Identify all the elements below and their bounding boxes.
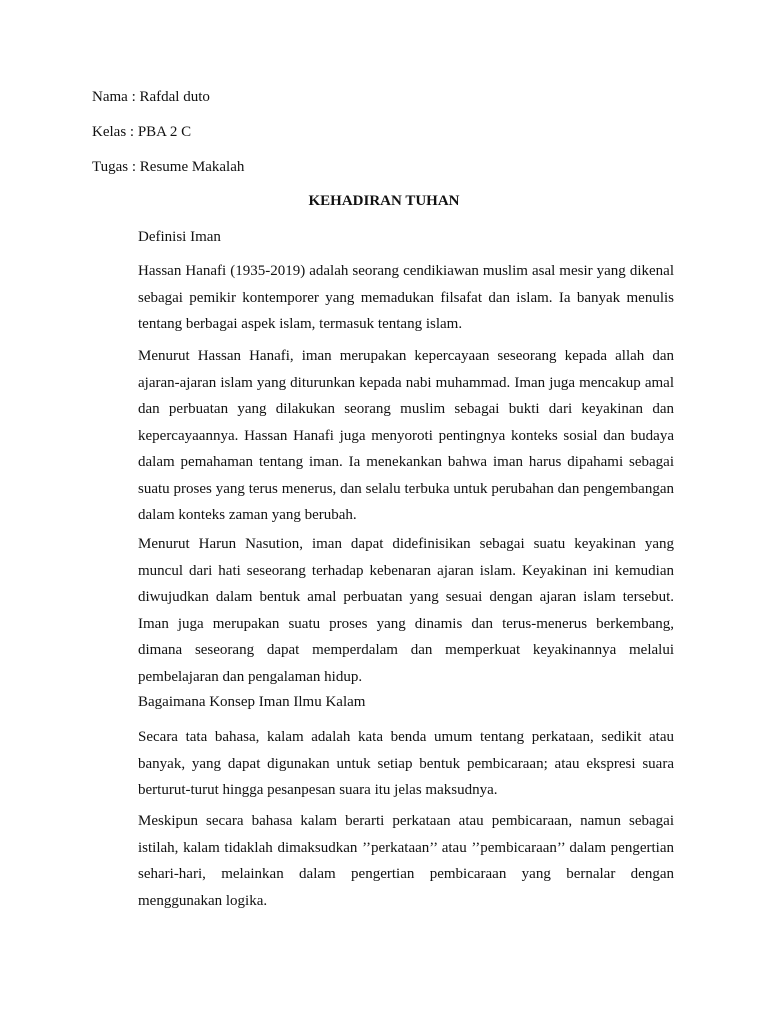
paragraph-hassan-hanafi-iman: Menurut Hassan Hanafi, iman merupakan kepercayaan seseorang kepada allah dan ajaran-ajaran islam yang diturunkan kepada nabi muhammad. Iman juga mencakup amal dan perbuatan yang dilakukan seorang muslim sebagai bukti dari keyakinan dan kepercayaannya. Hassan Hanafi juga menyoroti pentingnya konteks sosial dan budaya dalam pemahaman tentang iman. Ia menekankan bahwa iman harus dipahami sebagai suatu proses yang terus menerus, dan selalu terbuka untuk perubahan dan pengembangan dalam konteks zaman yang berubah. (138, 348, 674, 523)
paragraph-hassan-hanafi-intro: Hassan Hanafi (1935-2019) adalah seorang cendikiawan muslim asal mesir yang dikenal sebagai pemikir kontemporer yang memadukan filsafat dan islam. Ia banyak menulis tentang berbagai aspek islam, termasuk tentang islam. (138, 263, 674, 332)
paragraph-kalam-bahasa: Secara tata bahasa, kalam adalah kata benda umum tentang perkataan, sedikit atau banyak, yang dapat digunakan untuk setiap bentuk pembicaraan; atau ekspresi suara berturut-turut hingga pesanpesan suara itu jelas maksudnya. (138, 729, 674, 798)
student-name-line: Nama : Rafdal duto (92, 89, 210, 105)
assignment-line: Tugas : Resume Makalah (92, 159, 245, 175)
paragraph-harun-nasution: Menurut Harun Nasution, iman dapat didefinisikan sebagai suatu keyakinan yang muncul dari hati seseorang terhadap kebenaran ajaran islam. Keyakinan ini kemudian diwujudkan dalam bentuk amal perbuatan yang sesuai dengan ajaran islam tersebut. Iman juga merupakan suatu proses yang dinamis dan terus-menerus berkembang, dimana seseorang dapat memperdalam dan memperkuat keyakinannya melalui pembelajaran dan pengalaman hidup. (138, 536, 674, 685)
section-heading-definisi-iman: Definisi Iman (138, 229, 221, 245)
paragraph-kalam-istilah: Meskipun secara bahasa kalam berarti perkataan atau pembicaraan, namun sebagai istilah, kalam tidaklah dimaksudkan ’’perkataan’’ atau ’’pembicaraan’’ dalam pengertian sehari-hari, melainkan dalam pengertian pembicaraan yang bernalar dengan menggunakan logika. (138, 813, 674, 909)
section-heading-konsep-iman: Bagaimana Konsep Iman Ilmu Kalam (138, 694, 366, 710)
student-class-line: Kelas : PBA 2 C (92, 124, 192, 140)
document-title: KEHADIRAN TUHAN (308, 193, 460, 209)
